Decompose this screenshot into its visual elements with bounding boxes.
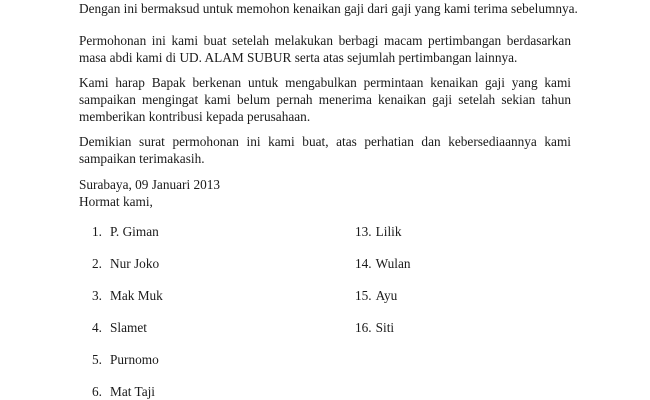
paragraph-line: masa abdi kami di UD. ALAM SUBUR serta atas sejumlah pertimbangan lainnya. [79,50,518,65]
signer-name: Ayu [375,288,398,303]
signer-number: 15. [355,288,372,303]
paragraph-line: memberikan kontribusi kepada perusahaan. [79,109,311,124]
paragraph-line: Demikian surat permohonan ini kami buat, atas perhatian dan kebersediaannya kami [79,134,571,149]
signer-name: P. Giman [110,224,159,239]
signer-number: 6. [92,384,102,399]
signer-name: Mak Muk [110,288,163,303]
signer-item [80,383,155,400]
signer-item [355,319,394,336]
signer-number: 2. [92,256,102,271]
signer-item [355,287,397,304]
signer-number: 1. [92,224,102,239]
signer-item [355,223,401,240]
intro-line: Dengan ini bermaksud untuk memohon kenaikan gaji dari gaji yang kami terima sebelumnya. [79,1,578,16]
signer-item [355,255,411,272]
signer-name: Wulan [375,256,411,271]
signer-name: Nur Joko [110,256,160,271]
paragraph-line: Kami harap Bapak berkenan untuk mengabulkan permintaan kenaikan gaji yang kami [79,75,571,90]
signer-name: Purnomo [110,352,159,367]
signer-name: Siti [375,320,395,335]
signer-item [80,255,159,272]
paragraph-line: sampaikan terimakasih. [79,151,205,166]
signer-number: 5. [92,352,102,367]
signer-number: 13. [355,224,372,239]
regards: Hormat kami, [79,194,153,209]
signer-item [80,223,159,240]
signer-item [80,287,163,304]
paragraph-line: Permohonan ini kami buat setelah melakukan berbagi macam pertimbangan berdasarkan [79,33,571,48]
signer-name: Slamet [110,320,147,335]
signer-name: Mat Taji [110,384,155,399]
signer-name: Lilik [375,224,402,239]
signer-number: 16. [355,320,372,335]
signer-item [80,319,147,336]
signer-number: 14. [355,256,372,271]
signer-number: 4. [92,320,102,335]
place-date: Surabaya, 09 Januari 2013 [79,177,221,192]
signer-item [80,351,159,368]
paragraph-line: sampaikan mengingat kami belum pernah menerima kenaikan gaji setelah sekian tahun [79,92,571,107]
signer-number: 3. [92,288,102,303]
